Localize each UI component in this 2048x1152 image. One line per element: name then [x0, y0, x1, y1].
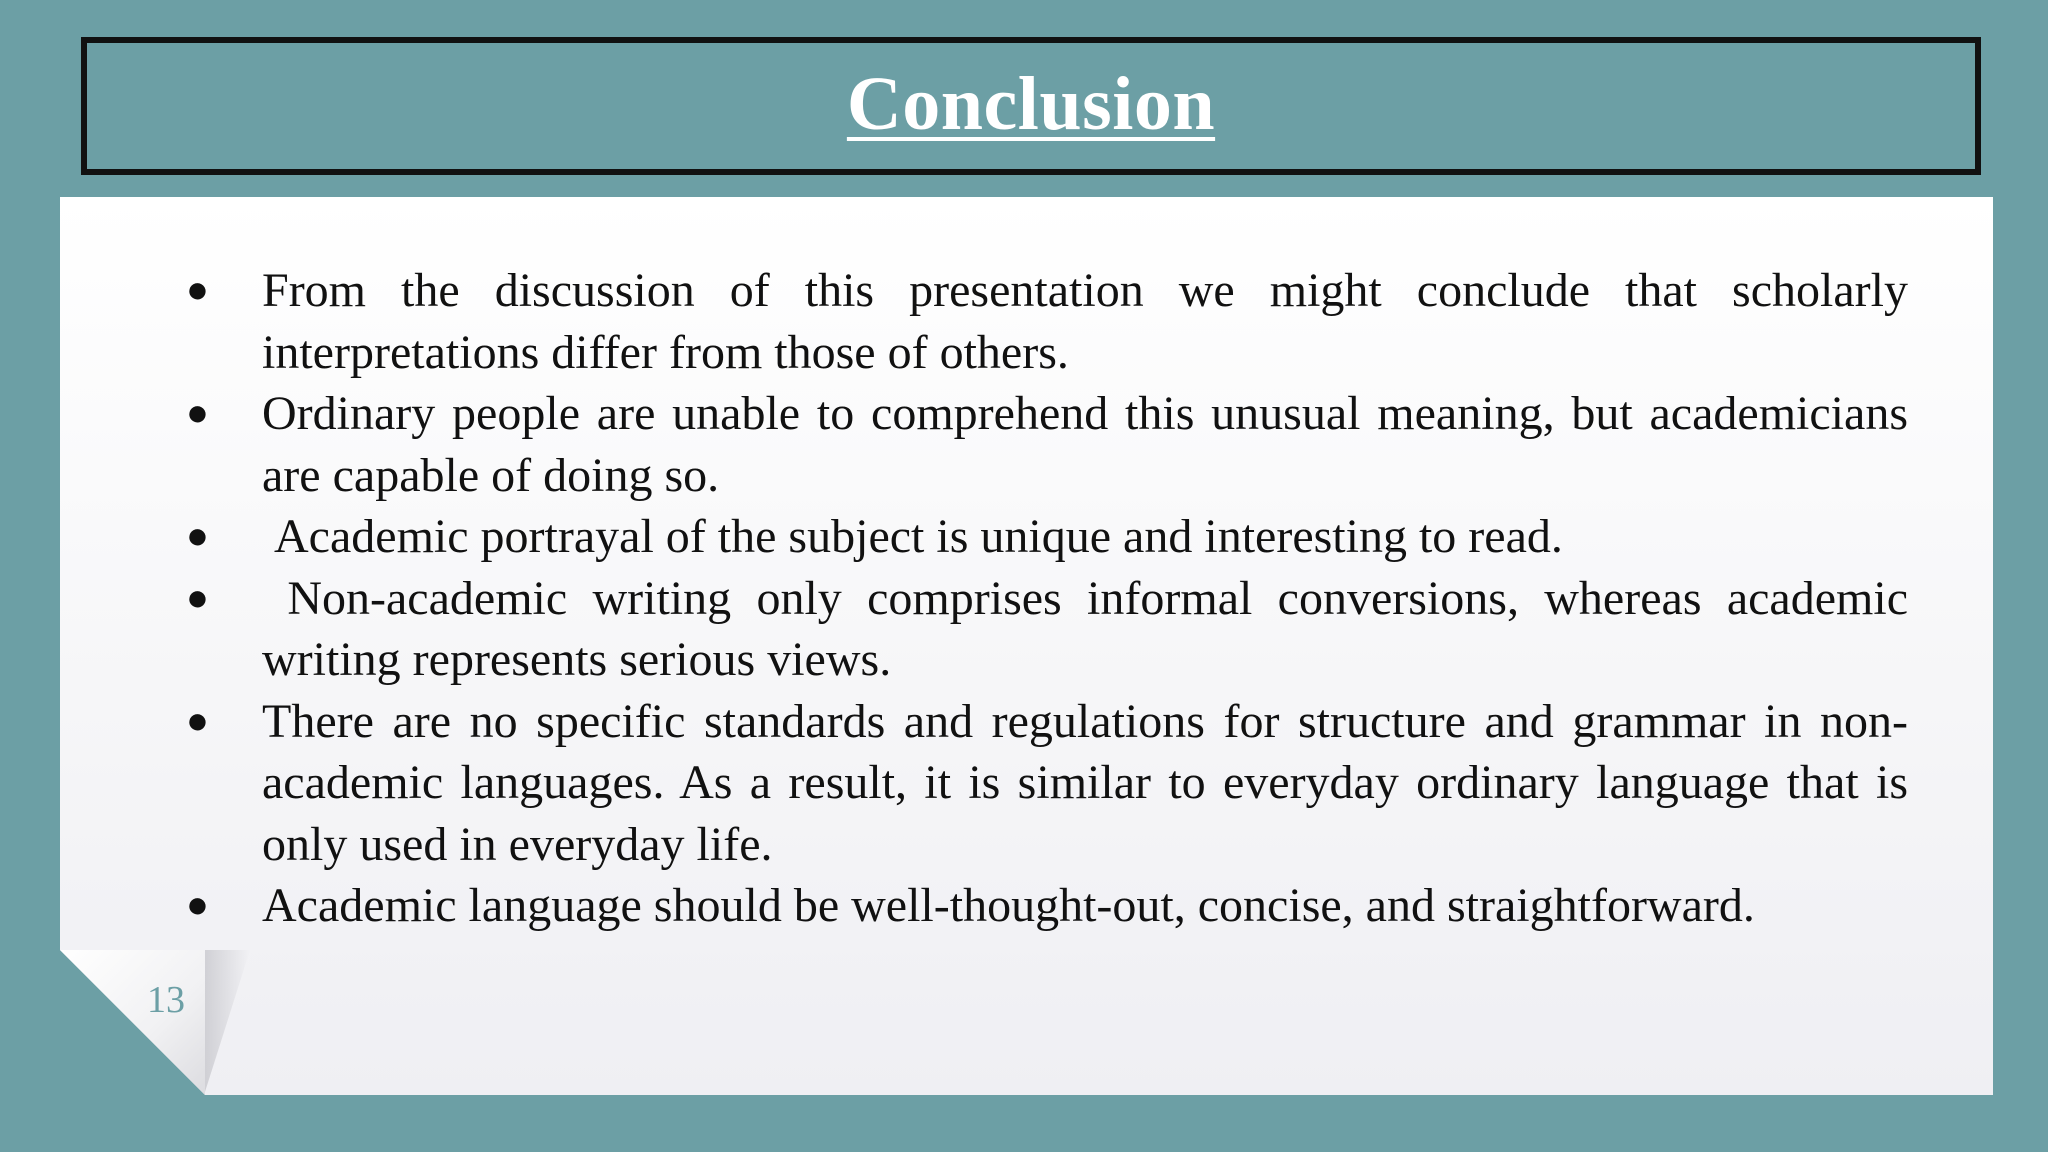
bullet-item: [180, 383, 1908, 506]
bullet-item: [180, 875, 1908, 937]
bullet-icon: ●: [186, 576, 209, 619]
bullet-list: [180, 260, 1921, 937]
bullet-text: Academic portrayal of the subject is unique and interesting to read.: [262, 510, 1563, 563]
title-banner: [81, 37, 1981, 175]
bullet-icon: ●: [186, 699, 209, 742]
bullet-icon: ●: [186, 884, 209, 926]
bullet-item: [180, 691, 1908, 876]
bullet-text: Ordinary people are unable to comprehend this unusual meaning, but academicians are capable of doing so.: [262, 387, 1908, 502]
bullet-icon: ●: [186, 515, 209, 557]
bullet-item: [180, 568, 1921, 691]
page-curl-corner: [60, 950, 205, 1095]
page-number: 13: [147, 979, 185, 1021]
bullet-text: From the discussion of this presentation we might conclude that scholarly interpretations differ from those of others.: [262, 264, 1908, 379]
bullet-item: [180, 506, 1908, 568]
bullet-icon: ●: [186, 392, 209, 434]
bullet-text: There are no specific standards and regulations for structure and grammar in non-academic languages. As a result, it is similar to everyday ordinary language that is only used in everyday life.: [262, 694, 1908, 871]
bullet-text: Academic language should be well-thought-out, concise, and straightforward.: [262, 879, 1755, 932]
bullet-icon: ●: [186, 269, 209, 311]
slide-title: Conclusion: [846, 61, 1216, 146]
bullet-item: [180, 260, 1908, 383]
bullet-text: Non-academic writing only comprises informal conversions, whereas academic writing represents serious views.: [262, 571, 1921, 686]
